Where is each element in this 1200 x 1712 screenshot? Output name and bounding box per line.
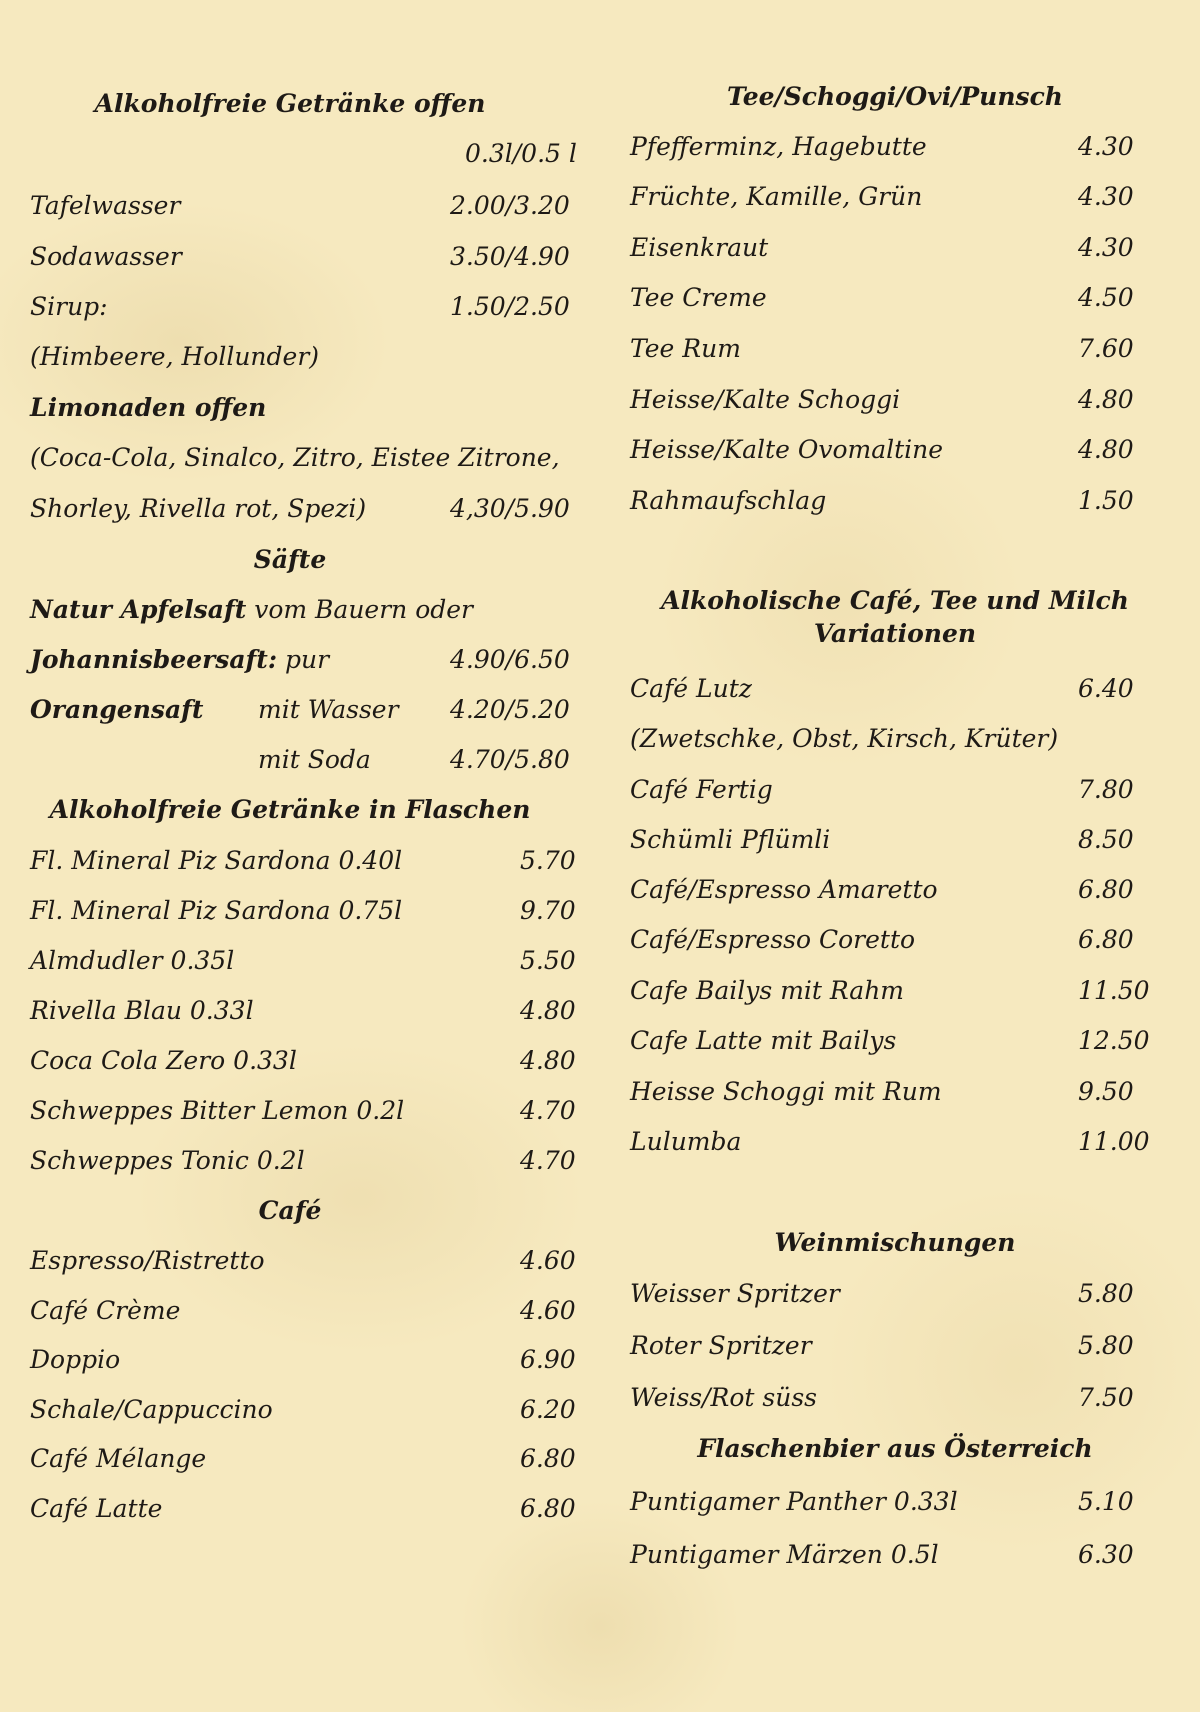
johannis-line-text (30, 643, 329, 677)
item-price: 4.20/5.20 (450, 695, 570, 724)
limonaden-label: Limonaden offen (30, 393, 267, 422)
johannis-rest: pur (277, 645, 330, 674)
item-price: 4,30/5.90 (450, 494, 570, 523)
heading-flaschenbier: Flaschenbier aus Österreich (697, 1434, 1093, 1463)
item-name: Coca Cola Zero 0.33l (30, 1046, 297, 1075)
item-name: Café Latte (30, 1494, 163, 1523)
item-name: Fl. Mineral Piz Sardona 0.40l (30, 846, 403, 875)
item-price: 9.70 (520, 896, 576, 925)
heading-weinmischungen: Weinmischungen (774, 1228, 1016, 1257)
item-name: Schümli Pflümli (630, 825, 831, 854)
item-name: Shorley, Rivella rot, Spezi) (30, 494, 367, 523)
item-name: Eisenkraut (630, 233, 769, 262)
item-price: 5.50 (520, 946, 576, 975)
heading-tee: Tee/Schoggi/Ovi/Punsch (727, 82, 1063, 111)
item-price: 7.50 (1078, 1383, 1134, 1412)
item-price: 11.50 (1078, 976, 1150, 1005)
item-name: Pfefferminz, Hagebutte (630, 132, 927, 161)
item-price: 8.50 (1078, 825, 1134, 854)
johannis-label: Johannisbeersaft: (30, 645, 278, 674)
item-name: Café/Espresso Coretto (630, 925, 916, 954)
item-name: Café Fertig (630, 775, 773, 804)
item-name: Heisse Schoggi mit Rum (630, 1077, 942, 1106)
item-price: 5.10 (1078, 1487, 1134, 1516)
item-price: 4.70 (520, 1096, 576, 1125)
item-price: 6.40 (1078, 674, 1134, 703)
limonaden-note-1: (Coca-Cola, Sinalco, Zitro, Eistee Zitrone, (30, 443, 560, 472)
item-name: Café/Espresso Amaretto (630, 875, 938, 904)
size-header: 0.3l/0.5 l (465, 139, 577, 168)
item-name: Sodawasser (30, 242, 182, 271)
item-price: 4.80 (1078, 385, 1134, 414)
natur-rest: vom Bauern oder (246, 595, 474, 624)
heading-saefte: Säfte (253, 545, 327, 574)
item-price: 4.60 (520, 1246, 576, 1275)
item-price: 5.80 (1078, 1331, 1134, 1360)
item-name: Rahmaufschlag (630, 486, 827, 515)
item-price: 4.30 (1078, 182, 1134, 211)
item-name: Lulumba (630, 1127, 742, 1156)
item-name: Doppio (30, 1345, 121, 1374)
item-price: 6.90 (520, 1345, 576, 1374)
item-price: 6.80 (1078, 925, 1134, 954)
item-name: Schale/Cappuccino (30, 1395, 273, 1424)
item-name: Tee Rum (630, 334, 741, 363)
item-price: 4.70 (520, 1146, 576, 1175)
natur-line-text (30, 593, 473, 627)
item-price: 4.30 (1078, 132, 1134, 161)
mit-soda-label: mit Soda (258, 745, 371, 774)
item-price: 12.50 (1078, 1026, 1150, 1055)
item-name: Heisse/Kalte Schoggi (630, 385, 901, 414)
item-name: Rivella Blau 0.33l (30, 996, 254, 1025)
item-name: Fl. Mineral Piz Sardona 0.75l (30, 896, 403, 925)
heading-cafe: Café (258, 1196, 322, 1225)
item-price: 6.20 (520, 1395, 576, 1424)
cafe-lutz-note: (Zwetschke, Obst, Kirsch, Krüter) (630, 724, 1059, 753)
heading-flaschen: Alkoholfreie Getränke in Flaschen (49, 795, 531, 824)
item-name: Tafelwasser (30, 191, 181, 220)
item-price: 4.50 (1078, 283, 1134, 312)
orangensaft-label: Orangensaft (30, 695, 204, 724)
item-name: Roter Spritzer (630, 1331, 812, 1360)
item-name: Café Lutz (630, 674, 752, 703)
heading-alkoholische-1: Alkoholische Café, Tee und Milch (661, 586, 1129, 615)
item-name: Tee Creme (630, 283, 767, 312)
item-price: 11.00 (1078, 1127, 1150, 1156)
item-price: 6.80 (520, 1444, 576, 1473)
item-price: 4.60 (520, 1296, 576, 1325)
item-name: Früchte, Kamille, Grün (630, 182, 923, 211)
item-name: Heisse/Kalte Ovomaltine (630, 435, 944, 464)
item-price: 6.30 (1078, 1540, 1134, 1569)
item-name: Sirup: (30, 292, 108, 321)
item-price: 1.50/2.50 (450, 292, 570, 321)
item-name: Cafe Bailys mit Rahm (630, 976, 904, 1005)
item-name: Puntigamer Märzen 0.5l (630, 1540, 939, 1569)
item-name: Café Crème (30, 1296, 181, 1325)
item-name: Puntigamer Panther 0.33l (630, 1487, 958, 1516)
item-price: 4.80 (1078, 435, 1134, 464)
item-price: 7.60 (1078, 334, 1134, 363)
item-name: Schweppes Bitter Lemon 0.2l (30, 1096, 405, 1125)
item-price: 9.50 (1078, 1077, 1134, 1106)
sirup-note: (Himbeere, Hollunder) (30, 342, 320, 371)
natur-label: Natur Apfelsaft (30, 595, 247, 624)
item-price: 6.80 (520, 1494, 576, 1523)
item-price: 2.00/3.20 (450, 191, 570, 220)
item-price: 5.80 (1078, 1279, 1134, 1308)
item-price: 1.50 (1078, 486, 1134, 515)
item-name: Weiss/Rot süss (630, 1383, 817, 1412)
item-price: 5.70 (520, 846, 576, 875)
item-name: Cafe Latte mit Bailys (630, 1026, 897, 1055)
item-name: Weisser Spritzer (630, 1279, 840, 1308)
item-name: Almdudler 0.35l (30, 946, 235, 975)
item-name: Espresso/Ristretto (30, 1246, 265, 1275)
mit-wasser-label: mit Wasser (258, 695, 399, 724)
item-price: 4.80 (520, 1046, 576, 1075)
item-price: 4.70/5.80 (450, 745, 570, 774)
item-price: 3.50/4.90 (450, 242, 570, 271)
item-price: 4.80 (520, 996, 576, 1025)
item-price: 4.30 (1078, 233, 1134, 262)
heading-alkoholische-2: Variationen (813, 619, 977, 648)
item-name: Schweppes Tonic 0.2l (30, 1146, 305, 1175)
item-price: 4.90/6.50 (450, 645, 570, 674)
item-price: 7.80 (1078, 775, 1134, 804)
item-price: 6.80 (1078, 875, 1134, 904)
item-name: Café Mélange (30, 1444, 207, 1473)
heading-alkoholfreie-offen: Alkoholfreie Getränke offen (94, 89, 486, 118)
